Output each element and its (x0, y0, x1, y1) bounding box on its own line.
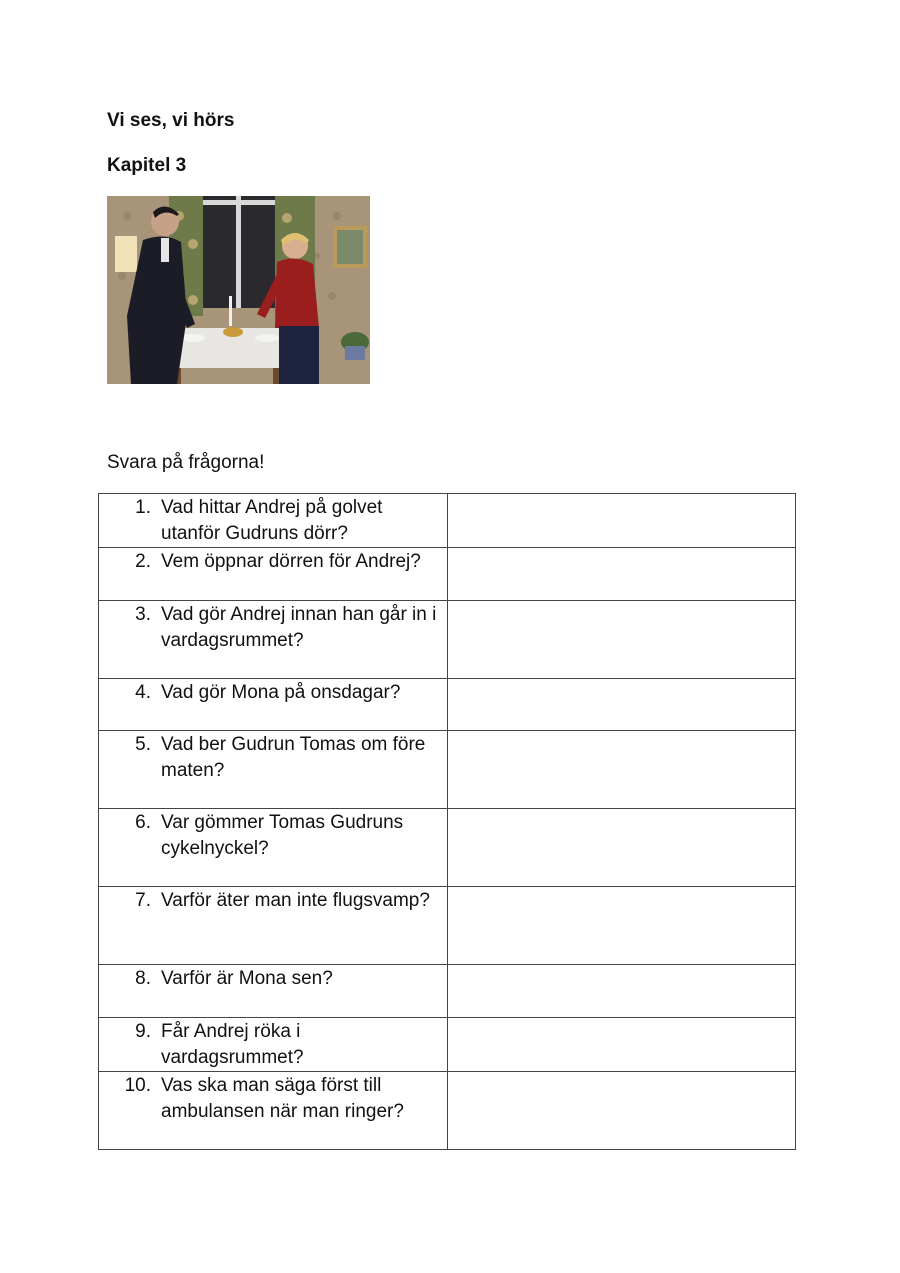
questions-table (98, 493, 796, 1150)
question-row (99, 601, 796, 679)
question-text: Vad ber Gudrun Tomas om före maten? (161, 734, 426, 781)
question-number: 6. (135, 812, 151, 833)
question-text: Var gömmer Tomas Gudruns cykelnyckel? (161, 812, 404, 859)
question-row (99, 965, 796, 1018)
question-number: 4. (135, 682, 151, 703)
question-text: Får Andrej röka i vardagsrummet? (161, 1021, 304, 1068)
question-number: 7. (135, 890, 151, 911)
answer-cell[interactable] (448, 887, 796, 965)
question-row (99, 1018, 796, 1072)
question-cell (99, 679, 448, 731)
answer-cell[interactable] (448, 809, 796, 887)
question-cell (99, 548, 448, 601)
question-number: 2. (135, 551, 151, 572)
question-number: 9. (135, 1021, 151, 1042)
question-cell (99, 965, 448, 1018)
chapter-heading: Kapitel 3 (107, 155, 187, 176)
question-cell (99, 494, 448, 548)
answer-cell[interactable] (448, 679, 796, 731)
question-number: 8. (135, 968, 151, 989)
question-number: 5. (135, 734, 151, 755)
question-row (99, 887, 796, 965)
answer-cell[interactable] (448, 548, 796, 601)
question-row (99, 809, 796, 887)
instruction-text: Svara på frågorna! (107, 452, 265, 473)
question-cell (99, 601, 448, 679)
answer-cell[interactable] (448, 731, 796, 809)
question-text: Varför äter man inte flugsvamp? (161, 890, 430, 911)
question-row (99, 548, 796, 601)
question-row (99, 494, 796, 548)
answer-cell[interactable] (448, 965, 796, 1018)
question-text: Vad gör Andrej innan han går in i vardagsrummet? (161, 604, 437, 651)
question-text: Varför är Mona sen? (161, 968, 333, 989)
answer-cell[interactable] (448, 494, 796, 548)
question-text: Vad gör Mona på onsdagar? (161, 682, 401, 703)
question-row (99, 731, 796, 809)
question-number: 3. (135, 604, 151, 625)
answer-cell[interactable] (448, 1072, 796, 1150)
question-text: Vas ska man säga först till ambulansen när man ringer? (161, 1075, 404, 1122)
question-cell (99, 731, 448, 809)
question-cell (99, 809, 448, 887)
answer-cell[interactable] (448, 1018, 796, 1072)
question-row (99, 679, 796, 731)
scene-photo (107, 196, 370, 384)
question-cell (99, 887, 448, 965)
question-row (99, 1072, 796, 1150)
question-cell (99, 1072, 448, 1150)
question-cell (99, 1018, 448, 1072)
question-number: 10. (124, 1075, 151, 1096)
question-text: Vem öppnar dörren för Andrej? (161, 551, 421, 572)
document-title: Vi ses, vi hörs (107, 110, 235, 131)
question-number: 1. (135, 497, 151, 518)
answer-cell[interactable] (448, 601, 796, 679)
question-text: Vad hittar Andrej på golvet utanför Gudruns dörr? (161, 497, 383, 544)
